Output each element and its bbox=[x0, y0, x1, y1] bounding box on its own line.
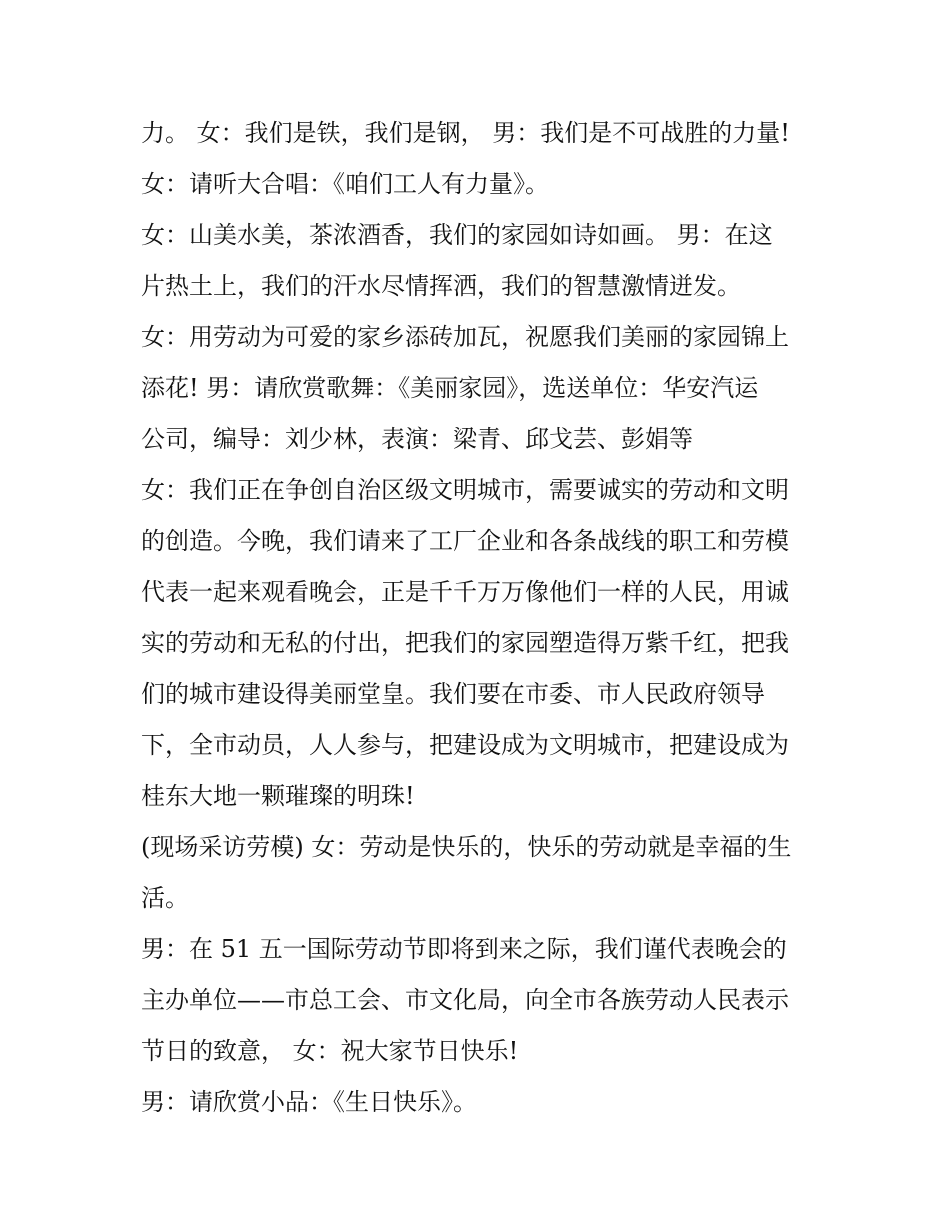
text-line: 主办单位——市总工会、市文化局，向全市各族劳动人民表示 bbox=[141, 986, 789, 1014]
text-line: 活。 bbox=[141, 884, 189, 912]
text-line: (现场采访劳模) 女：劳动是快乐的，快乐的劳动就是幸福的生 bbox=[141, 833, 792, 861]
text-line: 女：山美水美，茶浓酒香，我们的家园如诗如画。 男：在这 bbox=[141, 221, 773, 249]
text-line: 女：用劳动为可爱的家乡添砖加瓦，祝愿我们美丽的家园锦上 bbox=[141, 323, 789, 351]
text-line: 女：请听大合唱：《咱们工人有力量》。 bbox=[141, 170, 549, 198]
text-line: 公司，编导：刘少林，表演：梁青、邱戈芸、彭娟等 bbox=[141, 425, 693, 453]
text-line: 力。 女：我们是铁，我们是钢， 男：我们是不可战胜的力量! bbox=[141, 119, 790, 147]
text-line: 女：我们正在争创自治区级文明城市，需要诚实的劳动和文明 bbox=[141, 476, 789, 504]
text-line: 男：请欣赏小品：《生日快乐》。 bbox=[141, 1088, 477, 1116]
text-line: 代表一起来观看晚会，正是千千万万像他们一样的人民，用诚 bbox=[141, 578, 789, 606]
text-line: 节日的致意， 女：祝大家节日快乐! bbox=[141, 1037, 519, 1065]
text-line: 下，全市动员，人人参与，把建设成为文明城市，把建设成为 bbox=[141, 731, 789, 759]
text-line: 们的城市建设得美丽堂皇。我们要在市委、市人民政府领导 bbox=[141, 680, 765, 708]
text-line: 男：在 51 五一国际劳动节即将到来之际，我们谨代表晚会的 bbox=[141, 935, 787, 963]
text-line: 桂东大地一颗璀璨的明珠! bbox=[141, 782, 415, 810]
text-line: 实的劳动和无私的付出，把我们的家园塑造得万紫千红，把我 bbox=[141, 629, 789, 657]
text-line: 添花! 男：请欣赏歌舞：《美丽家园》，选送单位：华安汽运 bbox=[141, 374, 759, 402]
text-line: 的创造。今晚，我们请来了工厂企业和各条战线的职工和劳模 bbox=[141, 527, 789, 555]
document-body bbox=[141, 108, 821, 1128]
text-line: 片热土上，我们的汗水尽情挥洒，我们的智慧激情迸发。 bbox=[141, 272, 741, 300]
